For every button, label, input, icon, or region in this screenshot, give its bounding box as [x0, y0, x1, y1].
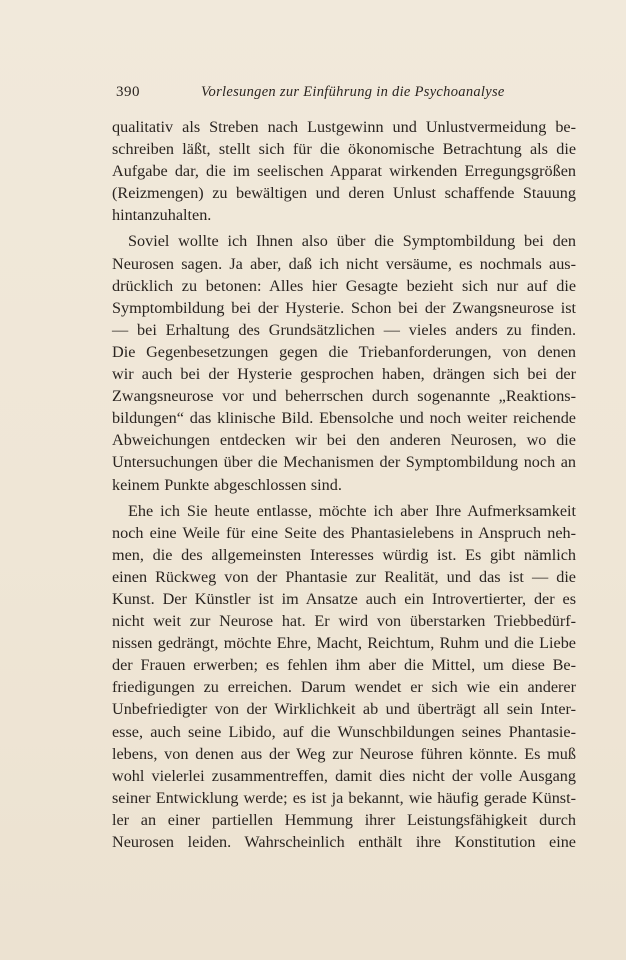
text-line: einen Rückweg von der Phantasie zur Realität, und das ist — die [112, 567, 576, 586]
text-line: keinem Punkte abgeschlossen sind. [112, 475, 342, 494]
text-line: Neurosen sagen. Ja aber, daß ich nicht versäume, es nochmals aus- [112, 254, 576, 273]
page-header [116, 84, 572, 104]
text-line: Zwangsneurose vor und beherrschen durch sogenannte „Reaktions- [112, 387, 576, 406]
text-line: Symptombildung bei der Hysterie. Schon bei der Zwangsneurose ist [112, 298, 576, 317]
text-line: Die Gegenbesetzungen gegen die Triebanforderungen, von denen [112, 342, 576, 361]
text-line: hintanzuhalten. [112, 206, 212, 225]
text-line: Neurosen leiden. Wahrscheinlich enthält ihre Konstitution eine [112, 833, 576, 851]
text-line: der Frauen erwerben; es fehlen ihm aber die Mittel, um diese Be- [112, 656, 576, 675]
text-line: Aufgabe dar, die im seelischen Apparat wirkenden Erregungsgrößen [112, 162, 576, 181]
text-line: — bei Erhaltung des Grundsätzlichen — vieles anders zu finden. [112, 320, 576, 339]
text-line: wohl vielerlei zusammentreffen, damit dies nicht der volle Ausgang [112, 766, 576, 785]
text-line: friedigungen zu erreichen. Darum wendet er sich wie ein anderer [112, 678, 576, 697]
text-line: lebens, von denen aus der Weg zur Neurose führen könnte. Es muß [112, 744, 576, 763]
text-line: seiner Entwicklung werde; es ist ja bekannt, wie häufig gerade Künst- [112, 788, 576, 807]
paragraph [112, 230, 576, 495]
text-line: Soviel wollte ich Ihnen also über die Symptombildung bei den [128, 232, 576, 251]
text-line: wir auch bei der Hysterie gesprochen haben, drängen sich bei der [112, 365, 576, 384]
text-line: Untersuchungen über die Mechanismen der Symptombildung noch an [112, 453, 576, 472]
text-line: nicht weit zur Neurose hat. Er wird von überstarken Triebbedürf- [112, 612, 576, 631]
text-line: Unbefriedigter von der Wirklichkeit ab und überträgt all sein Inter- [112, 700, 576, 719]
text-line: ler an einer partiellen Hemmung ihrer Leistungsfähigkeit durch [112, 810, 576, 829]
text-line: Ehe ich Sie heute entlasse, möchte ich aber Ihre Aufmerksamkeit [128, 501, 576, 520]
text-line: bildungen“ das klinische Bild. Ebensolche und noch weiter reichende [112, 409, 576, 428]
text-line: Abweichungen entdecken wir bei den anderen Neurosen, wo die [112, 431, 576, 450]
running-title: Vorlesungen zur Einführung in die Psychoanalyse [201, 84, 505, 100]
text-line: Kunst. Der Künstler ist im Ansatze auch ein Introvertierter, der es [112, 589, 576, 608]
text-line: men, die des allgemeinsten Interesses würdig ist. Es gibt nämlich [112, 545, 576, 564]
text-line: noch eine Weile für eine Seite des Phantasielebens in Anspruch neh- [112, 523, 576, 542]
text-line: (Reizmengen) zu bewältigen und deren Unlust schaffende Stauung [112, 184, 576, 203]
body-text [112, 116, 576, 853]
text-line: esse, auch seine Libido, auf die Wunschbildungen seines Phantasie- [112, 722, 576, 741]
page-number: 390 [116, 84, 140, 100]
text-line: drücklich zu betonen: Alles hier Gesagte bezieht sich nur auf die [112, 276, 576, 295]
text-line: schreiben läßt, stellt sich für die ökonomische Betrachtung als die [112, 140, 576, 159]
text-line: nissen gedrängt, möchte Ehre, Macht, Reichtum, Ruhm und die Liebe [112, 634, 576, 653]
paragraph [112, 500, 576, 854]
paragraph [112, 116, 576, 226]
text-line: qualitativ als Streben nach Lustgewinn und Unlustvermeidung be- [112, 118, 576, 136]
